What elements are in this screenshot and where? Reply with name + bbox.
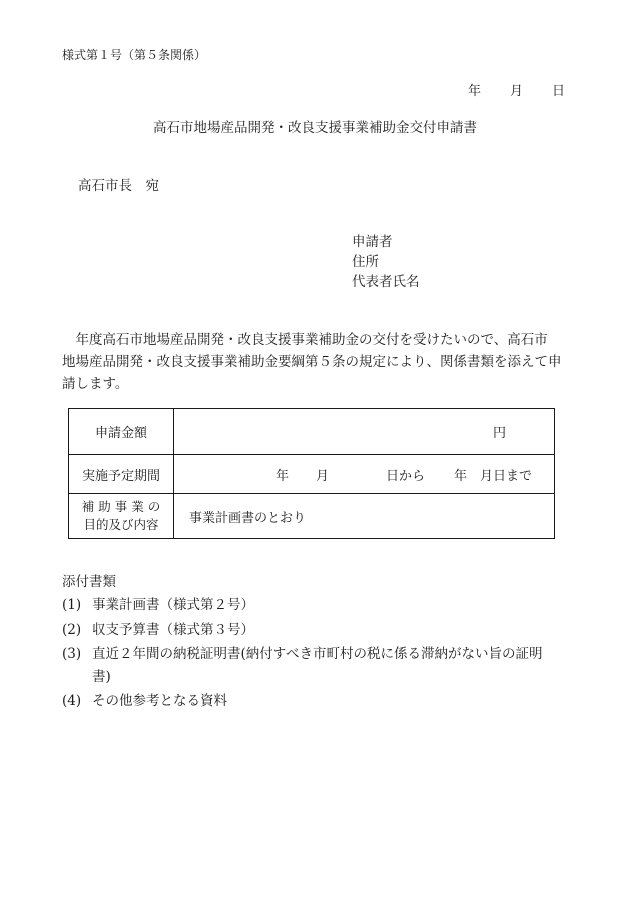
period-end-day: 日まで — [492, 468, 532, 484]
period-end-month: 月 — [479, 468, 493, 484]
purpose-value[interactable]: 事業計画書のとおり — [174, 494, 555, 539]
document-title: 高石市地場産品開発・改良支援事業補助金交付申請書 — [153, 120, 477, 136]
addressee: 高石市長 宛 — [78, 178, 159, 194]
purpose-label — [69, 494, 174, 539]
body-text — [62, 329, 582, 395]
application-table — [68, 408, 555, 539]
attachment-item-1 — [62, 593, 543, 618]
attachments-list — [62, 593, 543, 714]
period-row — [69, 455, 555, 494]
attachment-num-3: (3) — [62, 646, 82, 662]
attachment-text-4: その他参考となる資料 — [92, 693, 227, 709]
date-day: 日 — [552, 84, 566, 99]
attachment-text-1: 事業計画書（様式第２号） — [92, 597, 254, 613]
period-start-year: 年 — [275, 468, 289, 484]
applicant-block — [352, 232, 420, 292]
address-label: 住所 — [352, 254, 379, 270]
purpose-label-line-1: 補 助 事 業 の — [81, 499, 161, 514]
body-line-2: 地場産品開発・改良支援事業補助金要綱第５条の規定により、関係書類を添えて申 — [62, 354, 562, 370]
attachment-item-2 — [62, 618, 543, 643]
date-line — [468, 80, 565, 99]
period-start-day: 日から — [385, 468, 425, 484]
attachment-text-3: 直近２年間の納税証明書(納付すべき市町村の税に係る滞納がない旨の証明 — [92, 646, 543, 662]
purpose-label-line-2: 目的及び内容 — [83, 517, 159, 532]
date-month: 月 — [510, 84, 524, 99]
period-value[interactable] — [174, 455, 555, 494]
purpose-row — [69, 494, 555, 539]
attachment-text-3-continuation: 書) — [92, 669, 111, 685]
form-number: 様式第１号（第５条関係） — [62, 48, 207, 62]
attachment-item-4 — [62, 689, 543, 714]
amount-value[interactable] — [174, 409, 555, 455]
amount-label: 申請金額 — [69, 409, 174, 455]
attachment-text-2: 収支予算書（様式第３号） — [92, 622, 254, 638]
attachment-num-2: (2) — [62, 622, 82, 638]
body-line-1: 年度高石市地場産品開発・改良支援事業補助金の交付を受けたいので、高石市 — [62, 332, 548, 348]
amount-row — [69, 409, 555, 455]
period-label: 実施予定期間 — [69, 455, 174, 494]
attachments-title: 添付書類 — [62, 574, 116, 590]
amount-unit: 円 — [492, 426, 506, 441]
date-year: 年 — [468, 84, 482, 99]
attachment-item-3 — [62, 643, 543, 689]
body-line-3: 請します。 — [62, 376, 129, 392]
period-start-month: 月 — [315, 468, 329, 484]
applicant-label: 申請者 — [352, 234, 393, 250]
attachment-num-1: (1) — [62, 597, 82, 613]
representative-label: 代表者氏名 — [352, 274, 420, 290]
attachment-num-4: (4) — [62, 693, 82, 709]
period-end-year: 年 — [453, 468, 467, 484]
